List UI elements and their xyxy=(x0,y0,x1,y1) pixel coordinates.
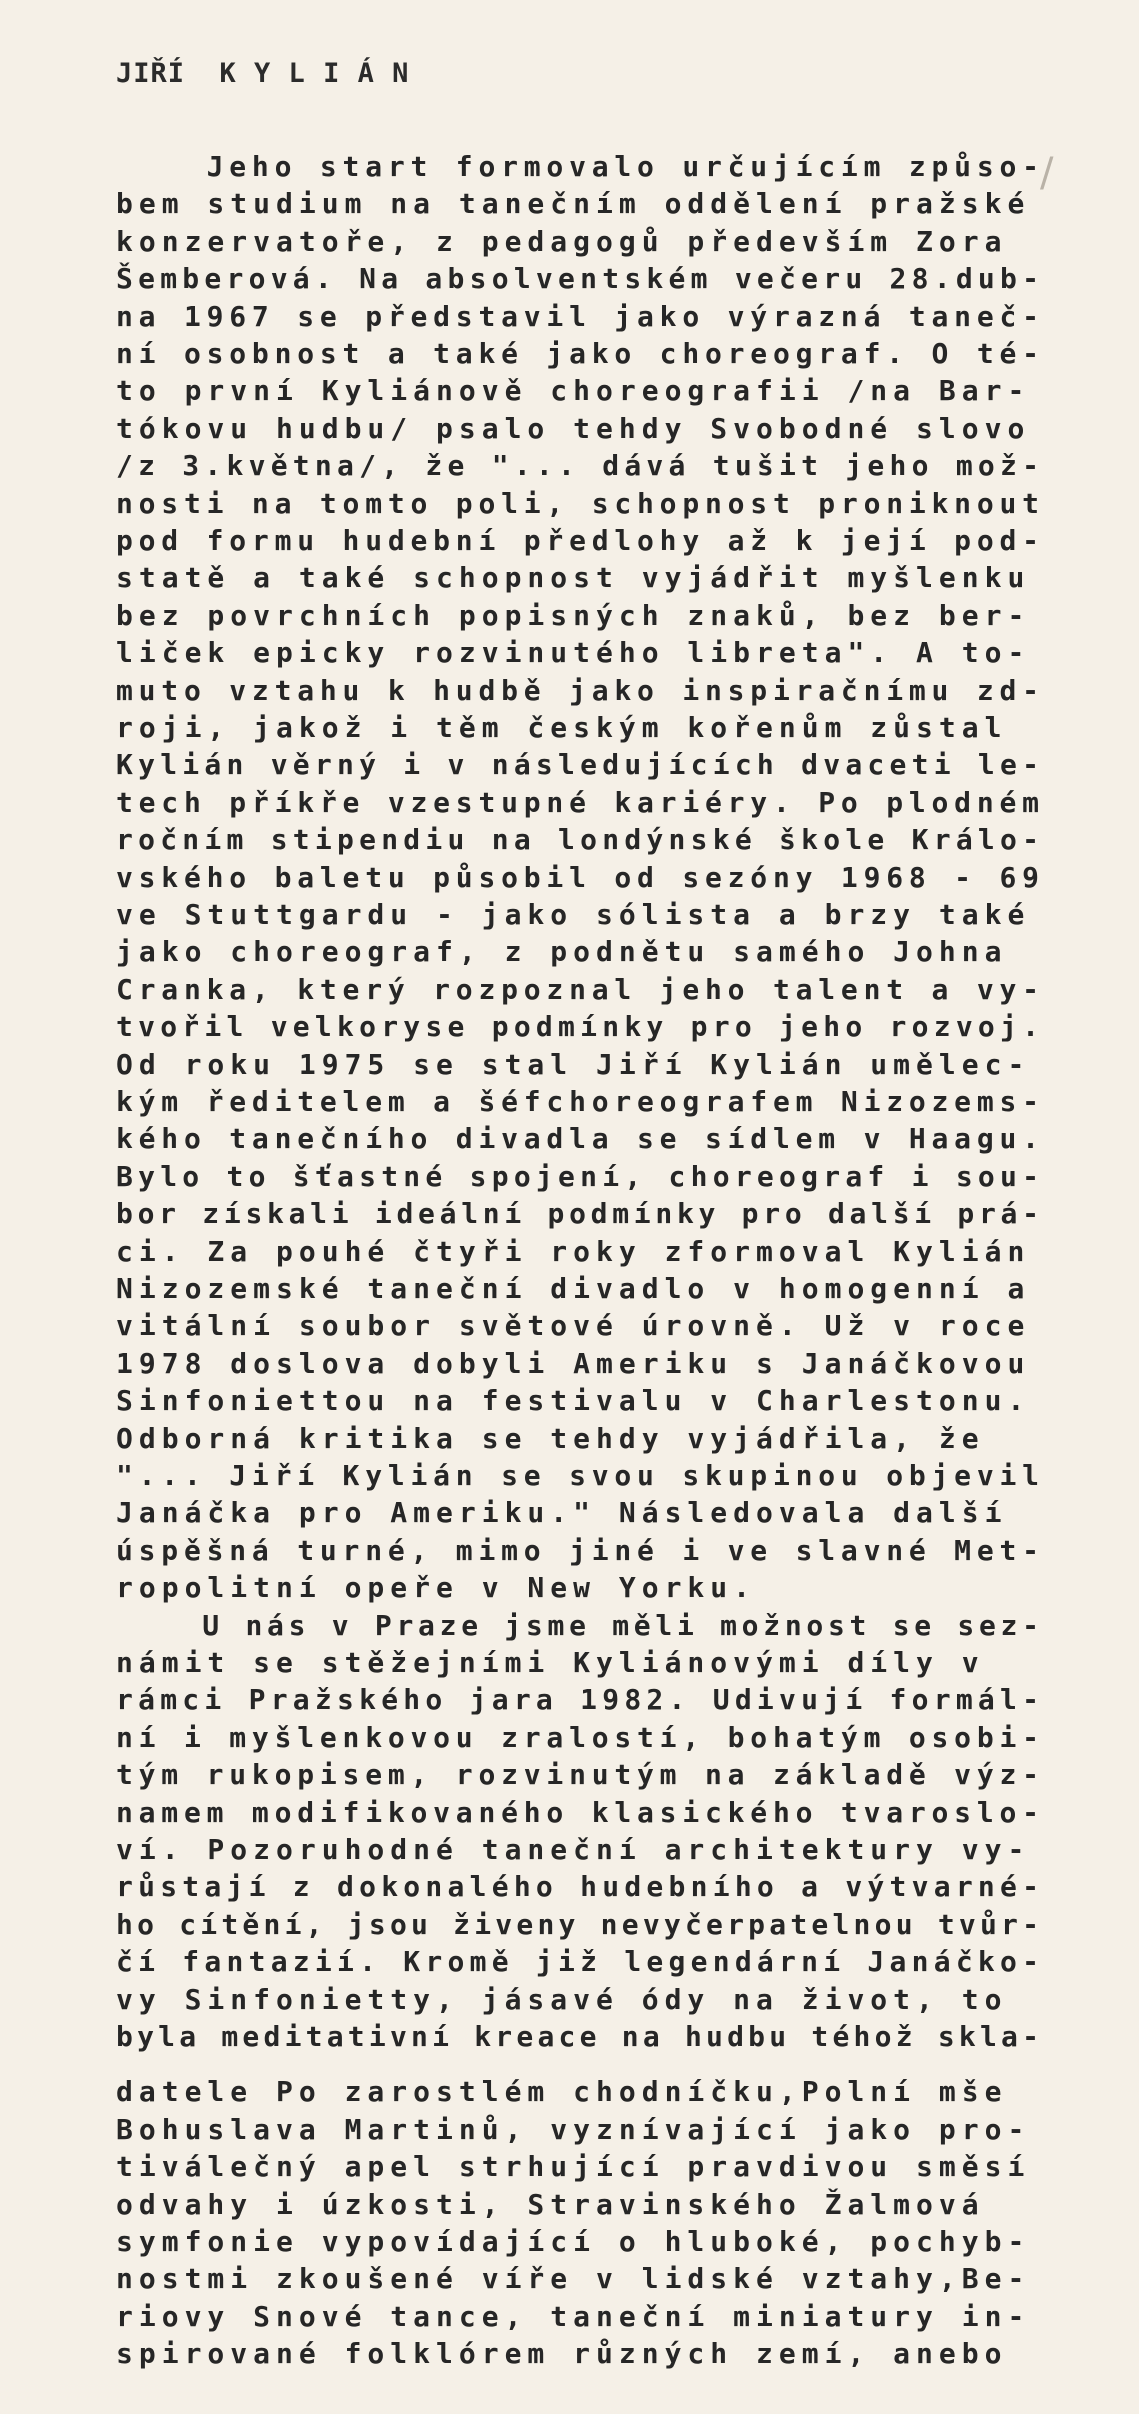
text-line: symfonie vypovídající o hluboké, pochyb- xyxy=(116,2225,1031,2258)
text-line: ní osobnost a také jako choreograf. O té- xyxy=(116,337,1045,370)
text-line: ví. Pozoruhodné taneční architektury vy- xyxy=(116,1833,1031,1866)
text-line: Bohuslava Martinů, vyznívající jako pro- xyxy=(116,2112,1031,2146)
text-line: muto vztahu k hudbě jako inspiračnímu zd- xyxy=(116,673,1045,707)
text-line: tókovu hudbu/ psalo tehdy Svobodné slovo xyxy=(116,411,1031,445)
text-line: Jeho start formovalo určujícím způso- xyxy=(116,150,1045,183)
text-line: Bylo to šťastné spojení, choreograf i sou- xyxy=(116,1159,1045,1193)
text-line: bem studium na tanečním oddělení pražské xyxy=(116,187,1031,221)
text-line: statě a také schopnost vyjádřit myšlenku xyxy=(116,561,1031,595)
text-line: růstají z dokonalého hudebního a výtvarné- xyxy=(116,1870,1045,1904)
text-line: jako choreograf, z podnětu samého Johna xyxy=(116,935,1008,969)
text-line: Od roku 1975 se stal Jiří Kylián umělec- xyxy=(116,1047,1031,1081)
text-line: datele Po zarostlém chodníčku,Polní mše xyxy=(116,2075,1008,2109)
text-line: nosti na tomto poli, schopnost proniknout xyxy=(116,486,1045,520)
text-line: úspěšná turné, mimo jiné i ve slavné Met- xyxy=(116,1533,1045,1567)
text-line: to první Kyliánově choreografii /na Bar- xyxy=(116,374,1031,408)
text-line: Sinfoniettou na festivalu v Charlestonu. xyxy=(116,1384,1031,1418)
text-line: 1978 doslova dobyli Ameriku s Janáčkovou xyxy=(116,1346,1031,1380)
text-line: kého tanečního divadla se sídlem v Haagu. xyxy=(116,1122,1045,1156)
text-line: Nizozemské taneční divadlo v homogenní a xyxy=(116,1272,1031,1305)
margin-mark: / xyxy=(1040,150,1054,196)
text-line: ve Stuttgardu - jako sólista a brzy také xyxy=(116,898,1031,931)
text-line: čí fantazií. Kromě již legendární Janáčko- xyxy=(116,1945,1045,1979)
text-line: nostmi zkoušené víře v lidské vztahy,Be- xyxy=(116,2262,1031,2296)
text-line: ní i myšlenkovou zralostí, bohatým osobi- xyxy=(116,1720,1045,1754)
text-line: Kylián věrný i v následujících dvaceti le- xyxy=(116,748,1045,782)
text-line: tým rukopisem, rozvinutým na základě výz- xyxy=(116,1758,1045,1792)
text-line: ropolitní opeře v New Yorku. xyxy=(116,1571,757,1605)
text-line: U nás v Praze jsme měli možnost se sez- xyxy=(116,1608,1044,1642)
text-line: liček epicky rozvinutého libreta". A to- xyxy=(116,636,1031,670)
text-line: pod formu hudební předlohy až k její pod- xyxy=(116,524,1045,557)
text-line: ci. Za pouhé čtyři roky zformoval Kylián xyxy=(116,1234,1031,1268)
text-line: rámci Pražského jara 1982. Udivují formál- xyxy=(116,1683,1045,1717)
text-line: tiválečný apel strhující pravdivou směsí xyxy=(116,2150,1031,2184)
text-line: Šemberová. Na absolventském večeru 28.dub- xyxy=(116,262,1045,296)
text-line: tech příkře vzestupné kariéry. Po plodném xyxy=(116,785,1045,819)
text-line: námit se stěžejními Kyliánovými díly v xyxy=(116,1646,985,1679)
text-line: vy Sinfonietty, jásavé ódy na život, to xyxy=(116,1982,1008,2016)
text-line: odvahy i úzkosti, Stravinského Žalmová xyxy=(116,2187,985,2221)
text-line: namem modifikovaného klasického tvaroslo- xyxy=(116,1795,1045,1829)
text-line: bor získali ideální podmínky pro další prá- xyxy=(116,1197,1044,1231)
text-line: byla meditativní kreace na hudbu téhož skla- xyxy=(116,2020,1044,2053)
page-title: JIŘÍ K Y L I Á N xyxy=(116,58,410,89)
text-line: vského baletu působil od sezóny 1968 - 69 xyxy=(116,860,1045,894)
text-line: vitální soubor světové úrovně. Už v roce xyxy=(116,1309,1031,1343)
text-line: konzervatoře, z pedagogů především Zora xyxy=(116,224,1008,258)
text-line: /z 3.května/, že "... dává tušit jeho mož- xyxy=(116,449,1045,483)
text-line: bez povrchních popisných znaků, bez ber- xyxy=(116,598,1031,632)
text-line: tvořil velkoryse podmínky pro jeho rozvoj. xyxy=(116,1010,1045,1044)
text-line: spirované folklórem různých zemí, anebo xyxy=(116,2337,1008,2371)
text-line: Janáčka pro Ameriku." Následovala další xyxy=(116,1496,1008,1530)
text-line: "... Jiří Kylián se svou skupinou objevil xyxy=(116,1459,1045,1492)
text-line: roji, jakož i těm českým kořenům zůstal xyxy=(116,711,1008,744)
text-line: Odborná kritika se tehdy vyjádřila, že xyxy=(116,1421,985,1455)
text-line: ho cítění, jsou živeny nevyčerpatelnou tvůr- xyxy=(116,1907,1044,1941)
text-line: riovy Snové tance, taneční miniatury in- xyxy=(116,2299,1031,2333)
text-line: kým ředitelem a šéfchoreografem Nizozems- xyxy=(116,1085,1045,1118)
text-line: na 1967 se představil jako výrazná taneč- xyxy=(116,299,1045,333)
text-line: Cranka, který rozpoznal jeho talent a vy- xyxy=(116,972,1045,1006)
text-line: ročním stipendiu na londýnské škole Králo- xyxy=(116,823,1045,857)
